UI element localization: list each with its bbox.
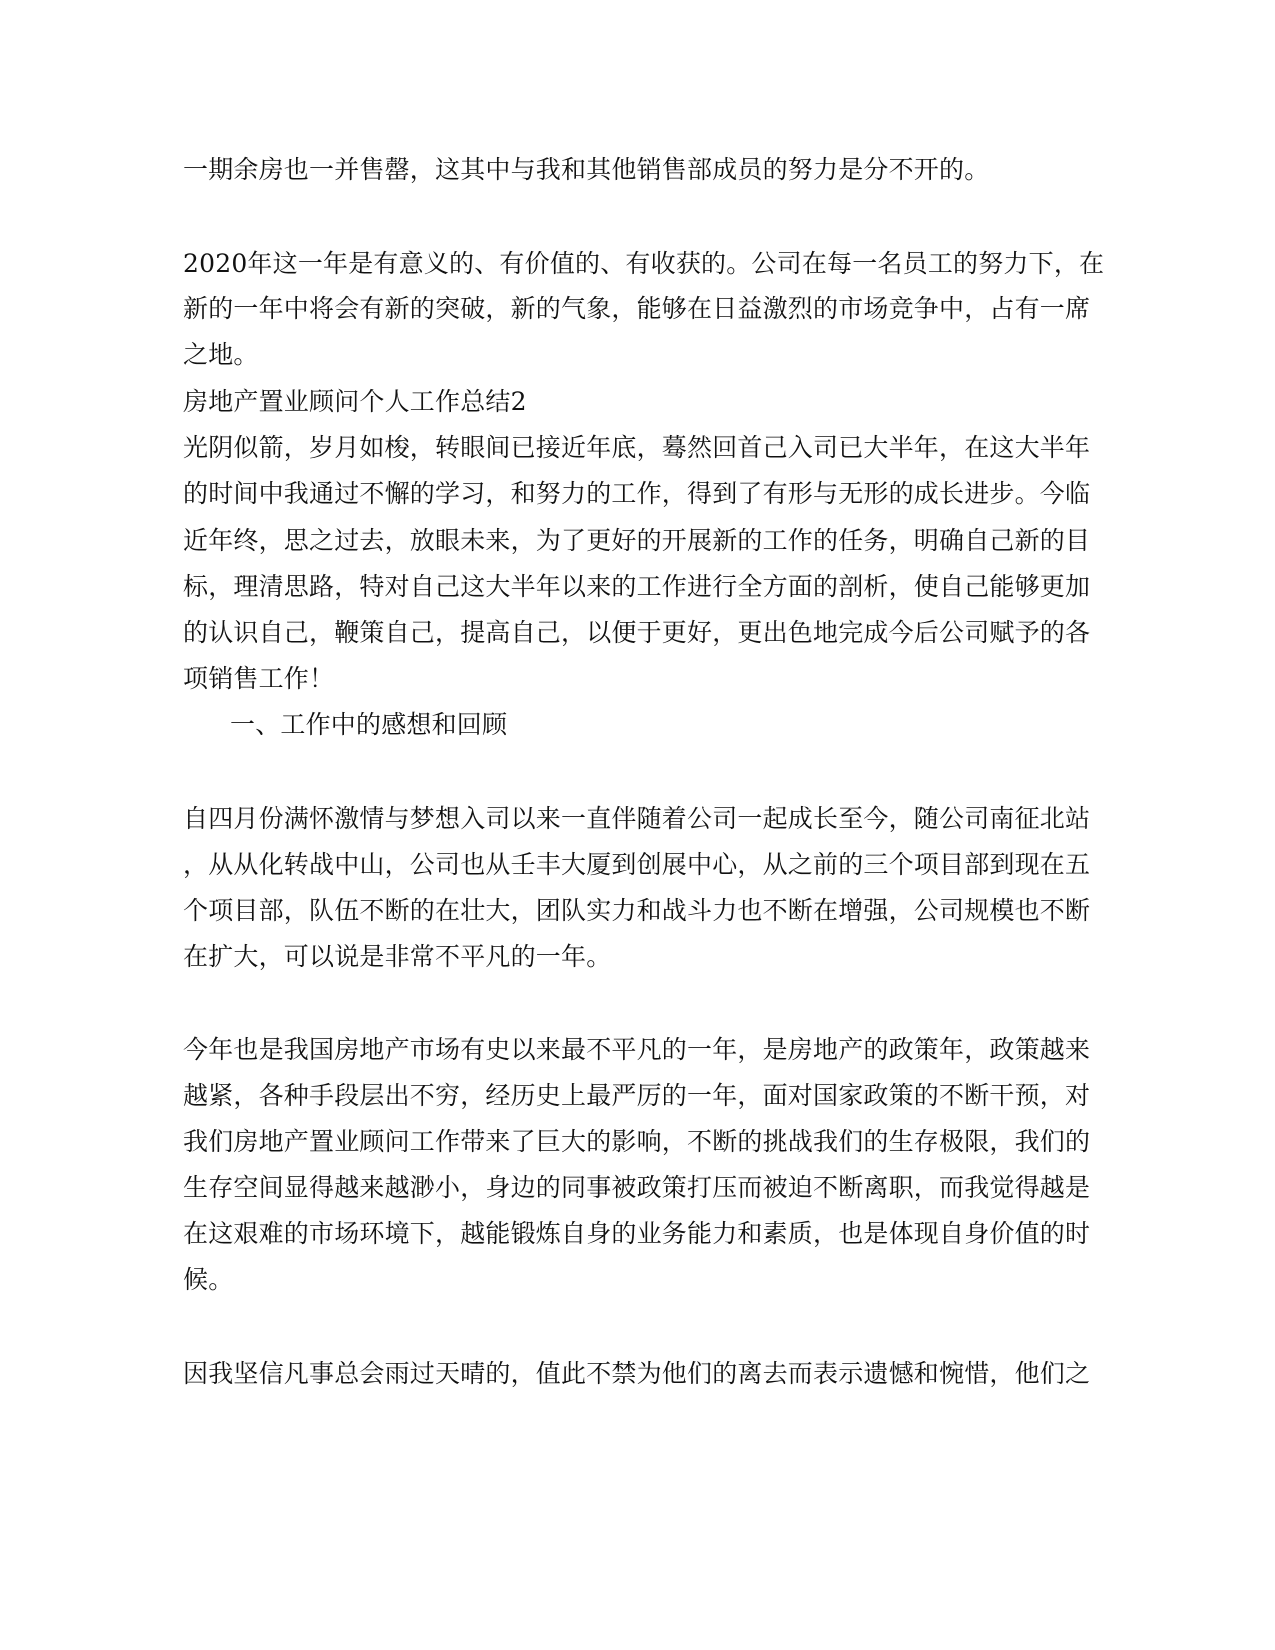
- subsection-heading: 一、工作中的感想和回顾: [230, 710, 508, 739]
- section-heading: 房地产置业顾问个人工作总结2: [183, 387, 527, 416]
- paragraph-line: 今年也是我国房地产市场有史以来最不平凡的一年，是房地产的政策年，政策越来: [183, 1035, 1091, 1064]
- paragraph-line: 光阴似箭，岁月如梭，转眼间已接近年底，蓦然回首己入司已大半年，在这大半年: [183, 433, 1091, 462]
- paragraph-line: 新的一年中将会有新的突破，新的气象，能够在日益激烈的市场竞争中，占有一席: [183, 294, 1091, 323]
- paragraph-line: 一期余房也一并售罄，这其中与我和其他销售部成员的努力是分不开的。: [183, 155, 990, 184]
- paragraph-line: 近年终，思之过去，放眼未来，为了更好的开展新的工作的任务，明确自己新的目: [183, 526, 1091, 555]
- paragraph-line: 个项目部，队伍不断的在壮大，团队实力和战斗力也不断在增强，公司规模也不断: [183, 896, 1091, 925]
- paragraph-line: 因我坚信凡事总会雨过天晴的，值此不禁为他们的离去而表示遗憾和惋惜，他们之: [183, 1359, 1091, 1388]
- paragraph-line: 2020年这一年是有意义的、有价值的、有收获的。公司在每一名员工的努力下，在: [183, 249, 1105, 278]
- paragraph-line: 在这艰难的市场环境下，越能锻炼自身的业务能力和素质，也是体现自身价值的时: [183, 1219, 1091, 1248]
- paragraph-line: 生存空间显得越来越渺小，身边的同事被政策打压而被迫不断离职，而我觉得越是: [183, 1173, 1091, 1202]
- paragraph-line: 的认识自己，鞭策自己，提高自己，以便于更好，更出色地完成今后公司赋予的各: [183, 618, 1091, 647]
- paragraph-line: 候。: [183, 1265, 234, 1294]
- paragraph-line: 我们房地产置业顾问工作带来了巨大的影响，不断的挑战我们的生存极限，我们的: [183, 1127, 1091, 1156]
- paragraph-line: 越紧，各种手段层出不穷，经历史上最严厉的一年，面对国家政策的不断干预，对: [183, 1081, 1091, 1110]
- paragraph-line: 的时间中我通过不懈的学习，和努力的工作，得到了有形与无形的成长进步。今临: [183, 479, 1091, 508]
- paragraph-line: 项销售工作！: [183, 664, 335, 693]
- paragraph-line: 自四月份满怀激情与梦想入司以来一直伴随着公司一起成长至今，随公司南征北站: [183, 804, 1091, 833]
- paragraph-line: 之地。: [183, 340, 259, 369]
- paragraph-line: 标，理清思路，特对自己这大半年以来的工作进行全方面的剖析，使自己能够更加: [183, 572, 1091, 601]
- paragraph-line: 在扩大，可以说是非常不平凡的一年。: [183, 942, 612, 971]
- paragraph-line: ，从从化转战中山，公司也从壬丰大厦到创展中心，从之前的三个项目部到现在五: [183, 850, 1091, 879]
